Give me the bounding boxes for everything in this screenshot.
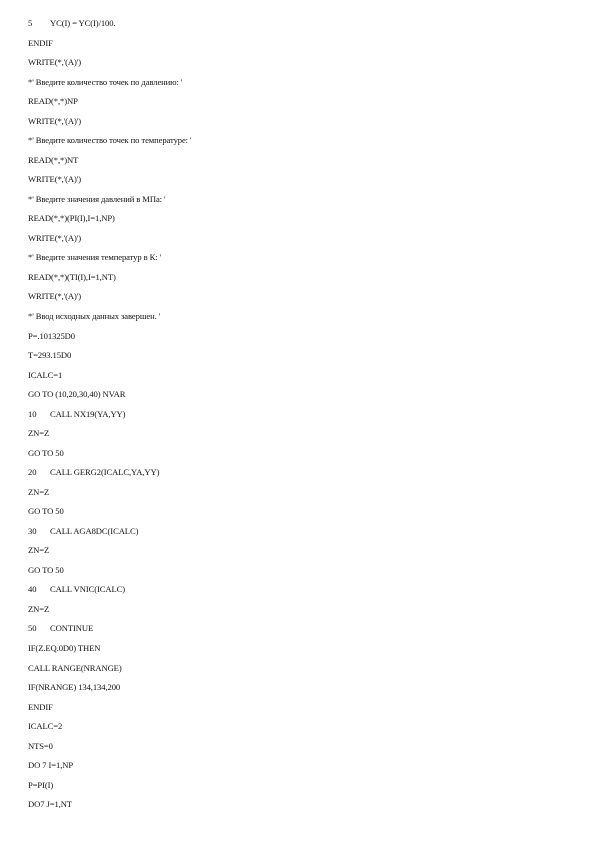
code-text: ZN=Z [28,545,50,556]
code-line [28,741,53,752]
code-text: ZN=Z [28,428,50,439]
code-line [28,545,49,556]
statement-label: 50 [28,623,37,634]
code-line [28,643,100,654]
code-line [28,38,53,49]
code-text: P=PI(I) [28,779,54,790]
code-line [28,799,72,810]
code-text: GO TO 50 [28,447,64,458]
statement-label: 30 [28,525,37,536]
code-text: WRITE(*,'(A)') [28,174,81,185]
code-text: GO TO (10,20,30,40) NVAR [28,389,126,400]
code-line [28,18,116,29]
code-line [28,487,49,498]
code-text: READ(*,*)(PI(I),I=1,NP) [28,213,115,224]
code-text: IF(NRANGE) 134,134,200 [28,682,121,692]
code-text: READ(*,*)(TI(I),I=1,NT) [28,271,116,282]
code-line [28,135,191,146]
code-line [28,604,49,615]
code-text: *' Введите значения давлений в МПа: ' [28,193,166,204]
code-text: *' Введите значения температур в К: ' [28,252,162,263]
code-line [28,506,64,517]
code-line [28,702,53,713]
statement-label: 20 [28,467,37,478]
code-text: GO TO 50 [28,564,64,575]
code-line [28,57,81,68]
code-text: ZN=Z [28,603,50,614]
code-text: CALL RANGE(NRANGE) [28,662,122,673]
code-line [28,565,64,576]
code-text: WRITE(*,'(A)') [28,57,81,68]
code-text: ZN=Z [28,486,50,497]
statement-label: 10 [28,408,37,419]
code-text: WRITE(*,'(A)') [28,115,81,126]
code-line [28,526,138,537]
code-line [28,311,160,322]
code-line [28,389,125,400]
code-line [28,448,64,459]
code-text: CALL AGA8DC(ICALC) [50,525,139,536]
code-line [28,370,62,381]
code-text: ENDIF [28,701,53,712]
code-line [28,584,125,595]
code-line [28,213,115,224]
code-line [28,623,93,634]
code-line [28,760,73,771]
statement-label: 5 [28,18,33,28]
code-text: P=.101325D0 [28,330,75,341]
code-text: YC(I) = YC(I)/100. [50,18,116,28]
code-line [28,682,120,693]
code-text: T=293.15D0 [28,350,72,360]
code-line [28,721,62,732]
code-line [28,291,81,302]
code-line [28,350,71,361]
code-line [28,96,78,107]
code-line [28,155,78,166]
code-text: ENDIF [28,37,53,48]
code-text: CALL NX19(YA,YY) [50,408,126,419]
code-line [28,428,49,439]
code-line [28,77,182,88]
code-text: READ(*,*)NT [28,154,79,165]
code-text: *' Введите количество точек по давлению: ' [28,76,183,87]
code-line [28,252,161,263]
code-text: ICALC=1 [28,369,63,380]
code-line [28,116,81,127]
code-text: NTS=0 [28,740,53,751]
code-line [28,233,81,244]
code-text: CALL VNIC(ICALC) [50,584,126,595]
code-line [28,174,81,185]
code-text: CALL GERG2(ICALC,YA,YY) [50,467,160,478]
code-text: *' Ввод исходных данных завершен. ' [28,311,161,321]
code-line [28,409,125,420]
code-text: GO TO 50 [28,506,64,517]
code-line [28,331,75,342]
code-text: WRITE(*,'(A)') [28,232,81,243]
code-line [28,663,122,674]
code-line [28,194,165,205]
code-line [28,272,116,283]
code-text: ICALC=2 [28,721,63,732]
code-text: IF(Z.EQ.0D0) THEN [28,643,101,653]
code-text: DO 7 I=1,NP [28,760,74,771]
code-line [28,467,159,478]
code-text: READ(*,*)NP [28,96,78,107]
code-line [28,780,53,791]
statement-label: 40 [28,584,37,595]
code-text: WRITE(*,'(A)') [28,291,81,302]
code-text: DO7 J=1,NT [28,799,72,810]
code-text: CONTINUE [50,623,94,634]
code-text: *' Введите количество точек по температуре: ' [28,135,192,146]
